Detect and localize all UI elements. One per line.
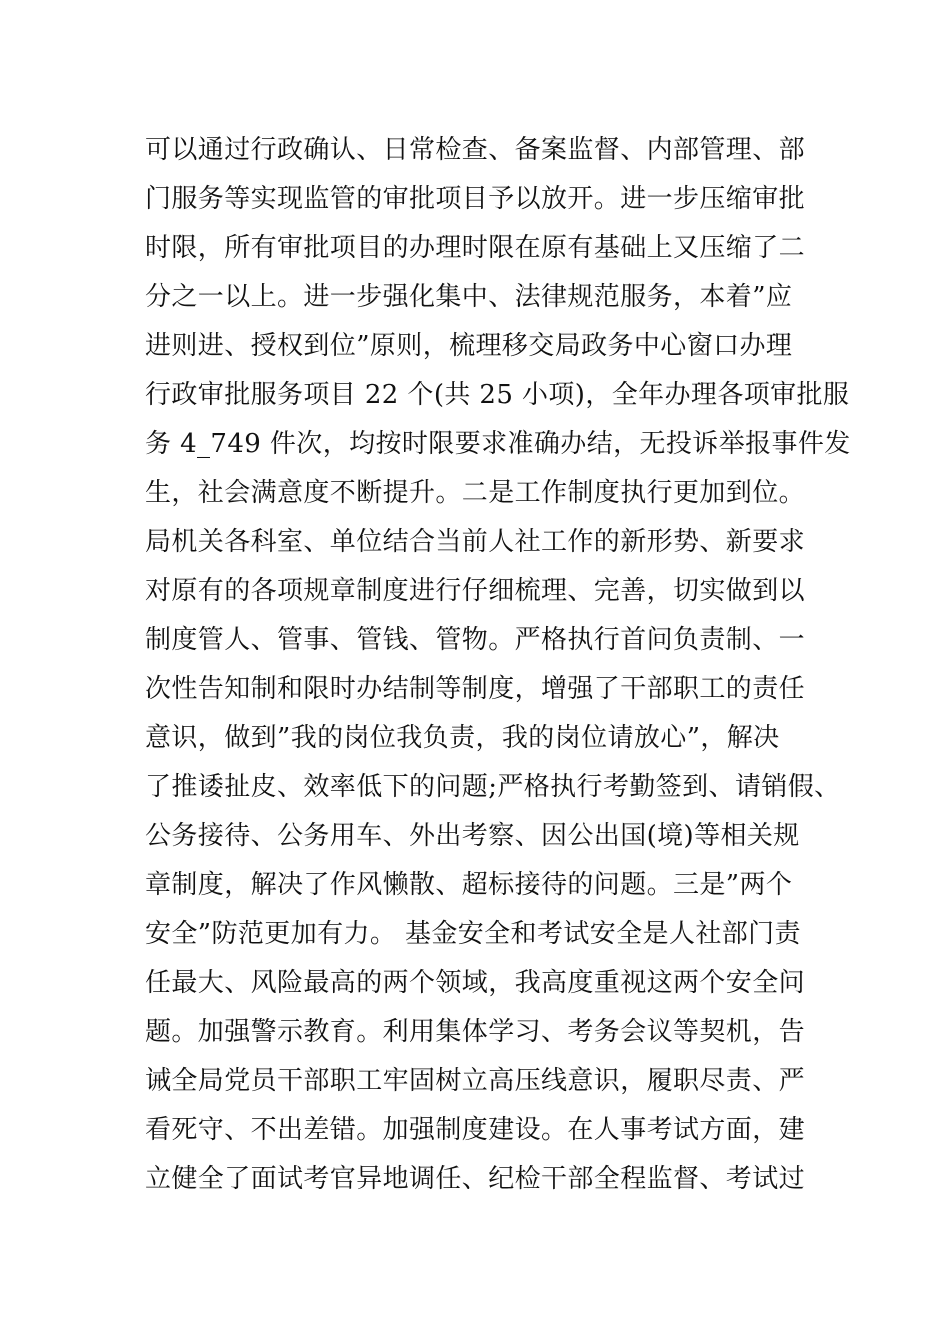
text-line: 次性告知制和限时办结制等制度，增强了干部职工的责任 bbox=[145, 674, 806, 704]
text-line: 看死守、不出差错。加强制度建设。在人事考试方面，建 bbox=[145, 1115, 806, 1145]
text-line: 对原有的各项规章制度进行仔细梳理、完善，切实做到以 bbox=[145, 576, 806, 606]
body-text bbox=[145, 126, 851, 1204]
text-line: 了推诿扯皮、效率低下的问题;严格执行考勤签到、请销假、 bbox=[145, 772, 841, 802]
text-line: 门服务等实现监管的审批项目予以放开。进一步压缩审批 bbox=[145, 184, 806, 214]
text-line: 可以通过行政确认、日常检查、备案监督、内部管理、部 bbox=[145, 135, 806, 165]
text-line: 题。加强警示教育。利用集体学习、考务会议等契机，告 bbox=[145, 1017, 806, 1047]
text-line: 务 4_749 件次，均按时限要求准确办结，无投诉举报事件发 bbox=[145, 429, 851, 459]
text-line: 任最大、风险最高的两个领域，我高度重视这两个安全问 bbox=[145, 968, 806, 998]
text-line: 行政审批服务项目 22 个(共 25 小项)，全年办理各项审批服 bbox=[145, 380, 850, 410]
text-line: 时限，所有审批项目的办理时限在原有基础上又压缩了二 bbox=[145, 233, 806, 263]
text-line: 立健全了面试考官异地调任、纪检干部全程监督、考试过 bbox=[145, 1164, 806, 1194]
text-line: 意识，做到”我的岗位我负责，我的岗位请放心”，解决 bbox=[145, 723, 780, 753]
text-line: 诫全局党员干部职工牢固树立高压线意识，履职尽责、严 bbox=[145, 1066, 806, 1096]
text-line: 进则进、授权到位”原则，梳理移交局政务中心窗口办理 bbox=[145, 331, 793, 361]
text-line: 分之一以上。进一步强化集中、法律规范服务，本着”应 bbox=[145, 282, 793, 312]
text-line: 局机关各科室、单位结合当前人社工作的新形势、新要求 bbox=[145, 527, 806, 557]
text-line: 生，社会满意度不断提升。二是工作制度执行更加到位。 bbox=[145, 478, 806, 508]
text-line: 制度管人、管事、管钱、管物。严格执行首问负责制、一 bbox=[145, 625, 806, 655]
text-line: 公务接待、公务用车、外出考察、因公出国(境)等相关规 bbox=[145, 821, 800, 851]
text-line: 章制度，解决了作风懒散、超标接待的问题。三是”两个 bbox=[145, 870, 793, 900]
text-line: 安全”防范更加有力。 基金安全和考试安全是人社部门责 bbox=[145, 919, 801, 949]
